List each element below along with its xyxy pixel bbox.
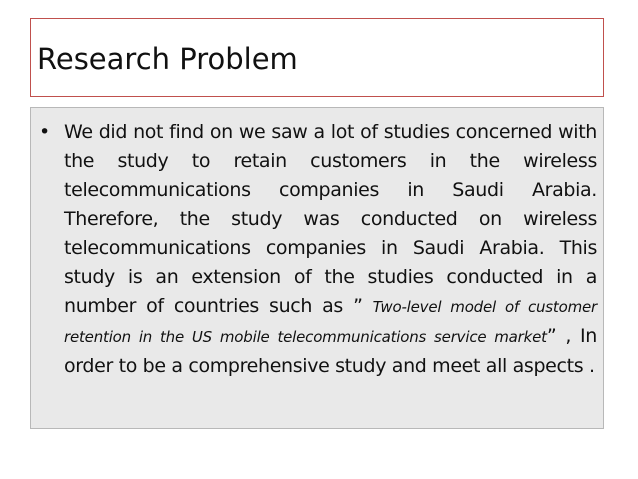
body-paragraph bbox=[64, 118, 597, 381]
slide-title-box bbox=[30, 18, 604, 97]
slide-title: Research Problem bbox=[37, 42, 298, 76]
content-box bbox=[30, 107, 604, 429]
paragraph-text-part1: We did not find on we saw a lot of studies concerned with the study to retain customers in the wireless telecommunications companies in Saudi Arabia. Therefore, the study was conducted on wireless telecommunications companies in Saudi Arabia. This study is an extension of the studies conducted in a number of countries such as ” bbox=[64, 121, 597, 317]
citation-title: Two-level model of customer retention in the US mobile telecommunications service market bbox=[64, 298, 597, 346]
bullet-marker: • bbox=[39, 121, 51, 143]
paragraph-text-part2: ” , In order to be a comprehensive study and meet all aspects . bbox=[64, 325, 597, 377]
